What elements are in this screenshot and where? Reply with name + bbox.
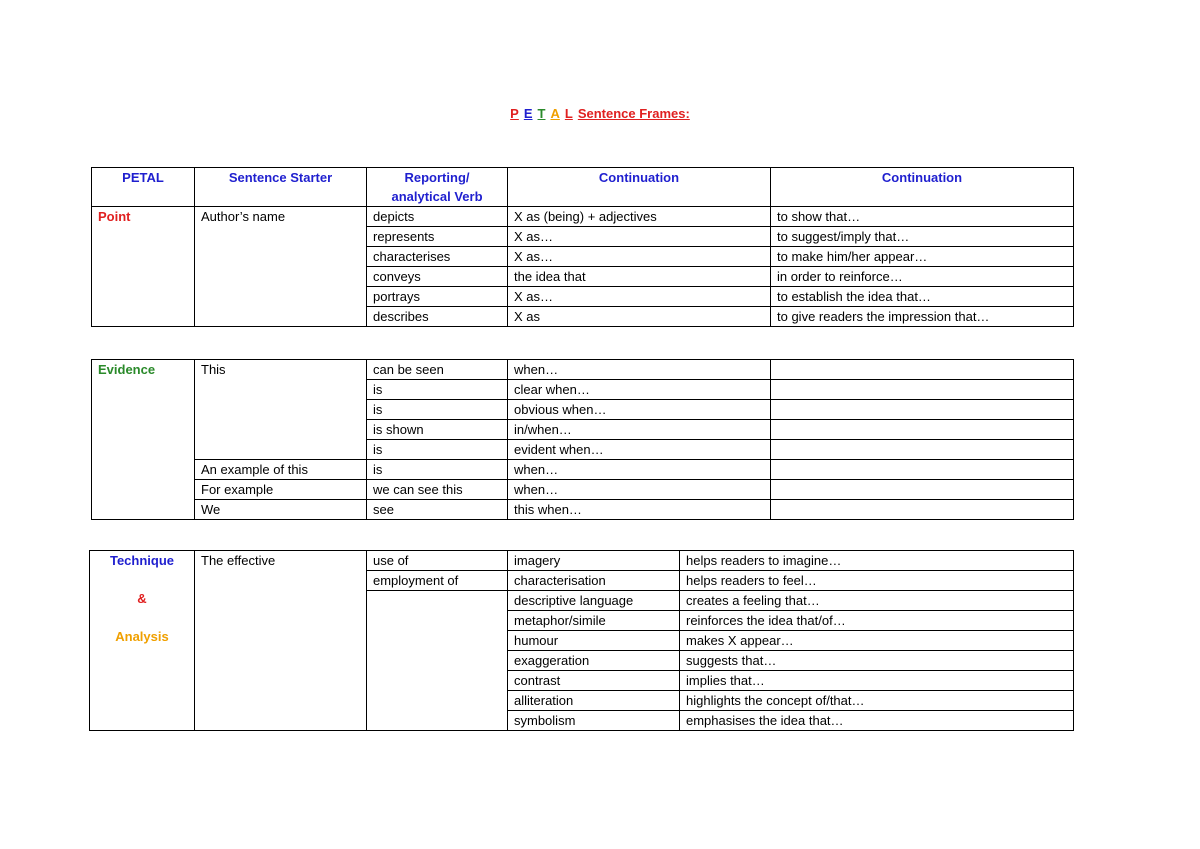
table-row bbox=[90, 551, 1074, 571]
verb-cell: is shown bbox=[367, 420, 508, 440]
table-row bbox=[92, 460, 1074, 480]
technique-cell: descriptive language bbox=[508, 591, 680, 611]
effect-cell: makes X appear… bbox=[680, 631, 1074, 651]
verb-cell: is bbox=[367, 460, 508, 480]
verb-cell: can be seen bbox=[367, 360, 508, 380]
analysis-label: Analysis bbox=[115, 629, 169, 644]
continuation-cell: to suggest/imply that… bbox=[771, 227, 1074, 247]
continuation-cell: when… bbox=[508, 460, 771, 480]
verb-cell: is bbox=[367, 380, 508, 400]
continuation-cell: X as… bbox=[508, 227, 771, 247]
empty-cell bbox=[771, 420, 1074, 440]
technique-cell: contrast bbox=[508, 671, 680, 691]
header-reporting-verb bbox=[367, 168, 508, 207]
verb-cell: we can see this bbox=[367, 480, 508, 500]
header-row bbox=[92, 168, 1074, 207]
continuation-cell: X as… bbox=[508, 287, 771, 307]
title-letter-l: L bbox=[564, 106, 573, 121]
point-starter: Author’s name bbox=[195, 207, 367, 327]
continuation-cell: X as (being) + adjectives bbox=[508, 207, 771, 227]
technique-cell: exaggeration bbox=[508, 651, 680, 671]
continuation-cell: when… bbox=[508, 360, 771, 380]
continuation-cell: to make him/her appear… bbox=[771, 247, 1074, 267]
header-sentence-starter: Sentence Starter bbox=[195, 168, 367, 207]
evidence-starter: For example bbox=[195, 480, 367, 500]
effect-cell: suggests that… bbox=[680, 651, 1074, 671]
empty-cell bbox=[771, 440, 1074, 460]
technique-label-cell bbox=[90, 551, 195, 731]
continuation-cell: this when… bbox=[508, 500, 771, 520]
title-letter-t: T bbox=[537, 106, 546, 121]
empty-cell bbox=[771, 480, 1074, 500]
empty-cell bbox=[771, 360, 1074, 380]
evidence-starter: We bbox=[195, 500, 367, 520]
empty-cell bbox=[771, 380, 1074, 400]
continuation-cell: in/when… bbox=[508, 420, 771, 440]
continuation-cell: the idea that bbox=[508, 267, 771, 287]
verb-cell: portrays bbox=[367, 287, 508, 307]
continuation-cell: to establish the idea that… bbox=[771, 287, 1074, 307]
evidence-table bbox=[91, 359, 1074, 520]
table-row bbox=[92, 207, 1074, 227]
header-continuation-1: Continuation bbox=[508, 168, 771, 207]
technique-label: Technique bbox=[109, 553, 175, 568]
empty-verb-cell bbox=[367, 591, 508, 731]
continuation-cell: when… bbox=[508, 480, 771, 500]
ampersand-label: & bbox=[137, 591, 147, 606]
header-petal: PETAL bbox=[92, 168, 195, 207]
table-row bbox=[92, 360, 1074, 380]
verb-cell: conveys bbox=[367, 267, 508, 287]
title-letter-a: A bbox=[550, 106, 560, 121]
verb-cell: depicts bbox=[367, 207, 508, 227]
point-label: Point bbox=[92, 207, 195, 327]
verb-cell: use of bbox=[367, 551, 508, 571]
empty-cell bbox=[771, 460, 1074, 480]
verb-cell: is bbox=[367, 400, 508, 420]
verb-cell: characterises bbox=[367, 247, 508, 267]
verb-cell: employment of bbox=[367, 571, 508, 591]
verb-cell: is bbox=[367, 440, 508, 460]
header-reporting-line1: Reporting/ bbox=[404, 170, 470, 185]
continuation-cell: in order to reinforce… bbox=[771, 267, 1074, 287]
effect-cell: helps readers to imagine… bbox=[680, 551, 1074, 571]
table-row bbox=[92, 500, 1074, 520]
technique-cell: humour bbox=[508, 631, 680, 651]
continuation-cell: clear when… bbox=[508, 380, 771, 400]
continuation-cell: X as… bbox=[508, 247, 771, 267]
title-letter-p: P bbox=[510, 106, 519, 121]
technique-table bbox=[89, 550, 1074, 731]
technique-cell: metaphor/simile bbox=[508, 611, 680, 631]
title-letter-e: E bbox=[523, 106, 533, 121]
evidence-starter: An example of this bbox=[195, 460, 367, 480]
effect-cell: highlights the concept of/that… bbox=[680, 691, 1074, 711]
evidence-starter: This bbox=[195, 360, 367, 460]
verb-cell: describes bbox=[367, 307, 508, 327]
point-table bbox=[91, 167, 1074, 327]
continuation-cell: obvious when… bbox=[508, 400, 771, 420]
technique-cell: imagery bbox=[508, 551, 680, 571]
header-reporting-line2: analytical Verb bbox=[391, 189, 483, 204]
effect-cell: emphasises the idea that… bbox=[680, 711, 1074, 731]
table-row bbox=[92, 480, 1074, 500]
continuation-cell: evident when… bbox=[508, 440, 771, 460]
verb-cell: represents bbox=[367, 227, 508, 247]
effect-cell: creates a feeling that… bbox=[680, 591, 1074, 611]
header-continuation-2: Continuation bbox=[771, 168, 1074, 207]
technique-cell: symbolism bbox=[508, 711, 680, 731]
continuation-cell: to give readers the impression that… bbox=[771, 307, 1074, 327]
effect-cell: helps readers to feel… bbox=[680, 571, 1074, 591]
effect-cell: reinforces the idea that/of… bbox=[680, 611, 1074, 631]
page-title bbox=[0, 106, 1200, 121]
evidence-label: Evidence bbox=[92, 360, 195, 520]
effect-cell: implies that… bbox=[680, 671, 1074, 691]
technique-starter: The effective bbox=[195, 551, 367, 731]
continuation-cell: X as bbox=[508, 307, 771, 327]
technique-cell: alliteration bbox=[508, 691, 680, 711]
verb-cell: see bbox=[367, 500, 508, 520]
empty-cell bbox=[771, 500, 1074, 520]
title-rest: Sentence Frames: bbox=[577, 106, 690, 121]
technique-cell: characterisation bbox=[508, 571, 680, 591]
empty-cell bbox=[771, 400, 1074, 420]
continuation-cell: to show that… bbox=[771, 207, 1074, 227]
